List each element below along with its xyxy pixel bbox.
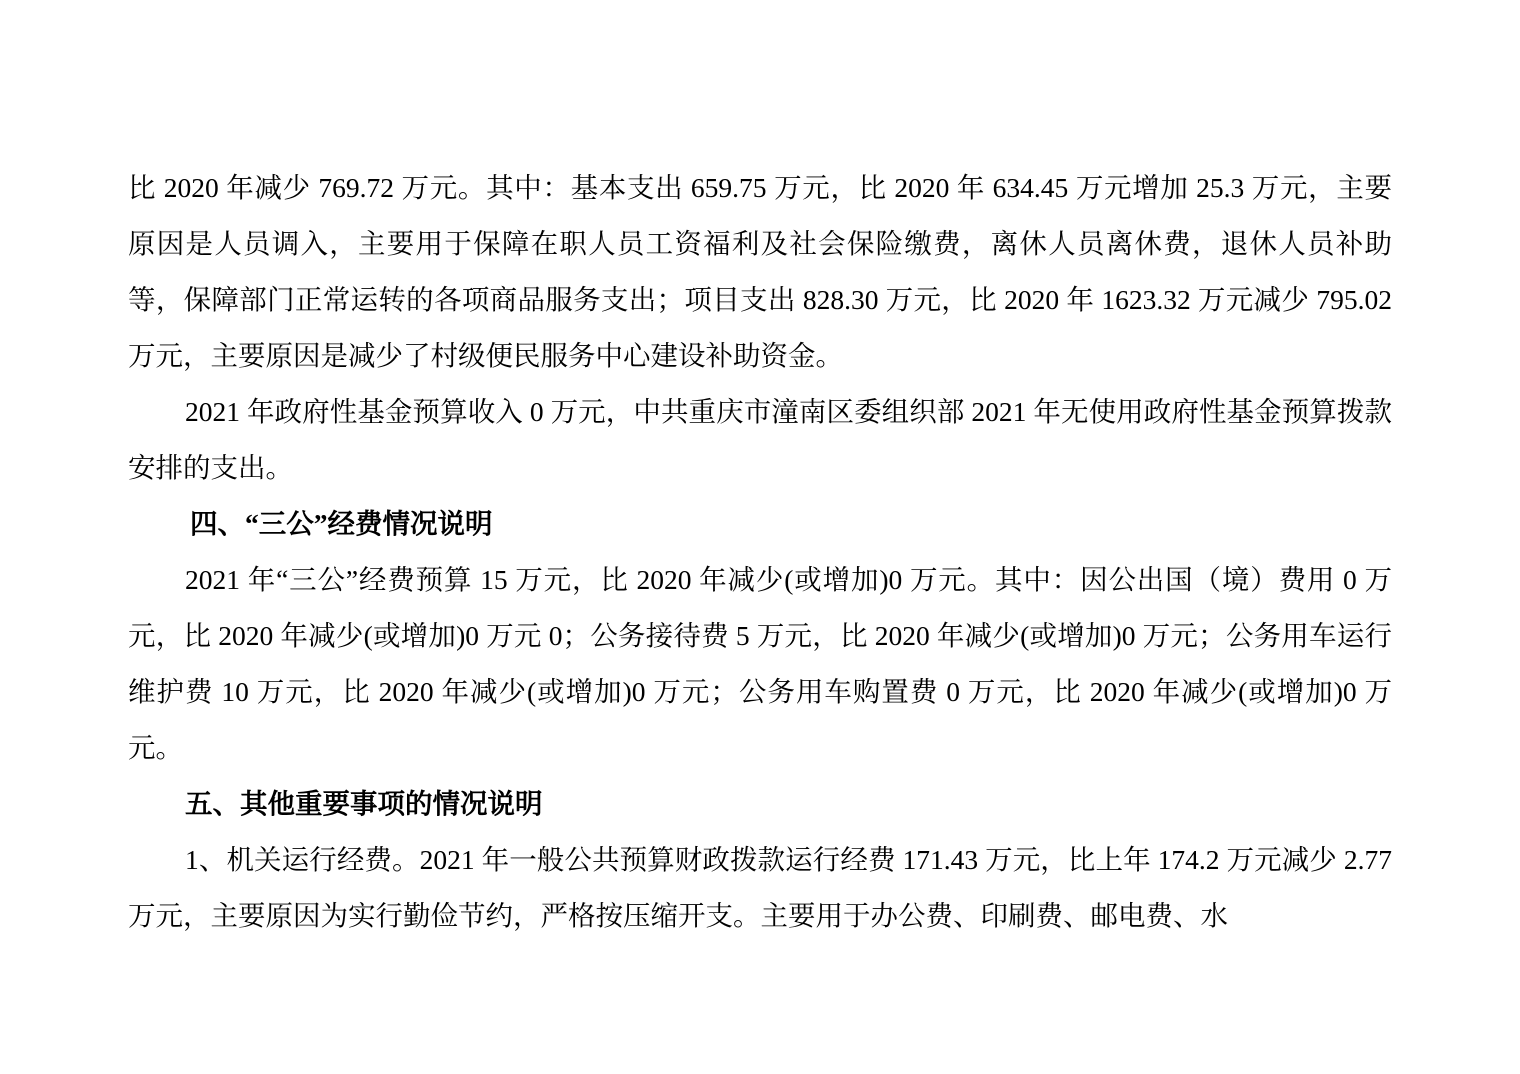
heading-section-four: 四、“三公”经费情况说明 <box>190 508 493 539</box>
paragraph-agency-operating-expenses: 1、机关运行经费。2021 年一般公共预算财政拨款运行经费 171.43 万元，比上年 174.2 万元减少 2.77 万元，主要原因为实行勤俭节约，严格按压缩开支。主要用于办公费、印刷费、邮电费、水 <box>128 844 1392 931</box>
document-body <box>128 160 1392 944</box>
paragraph-government-fund-budget: 2021 年政府性基金预算收入 0 万元，中共重庆市潼南区委组织部 2021 年无使用政府性基金预算拨款安排的支出。 <box>128 396 1392 483</box>
paragraph-three-public-expenses: 2021 年“三公”经费预算 15 万元，比 2020 年减少(或增加)0 万元。其中：因公出国（境）费用 0 万元，比 2020 年减少(或增加)0 万元 0；公务接待费 5 万元，比 2020 年减少(或增加)0 万元；公务用车运行维护费 10 万元，比 2020 年减少(或增加)0 万元；公务用车购置费 0 万元，比 2020 年减少(或增加)0 万元。 <box>128 564 1392 763</box>
paragraph-budget-expenditure: 比 2020 年减少 769.72 万元。其中：基本支出 659.75 万元，比 2020 年 634.45 万元增加 25.3 万元，主要原因是人员调入，主要用于保障在职人员工资福利及社会保险缴费，离休人员离休费，退休人员补助等，保障部门正常运转的各项商品服务支出；项目支出 828.30 万元，比 2020 年 1623.32 万元减少 795.02 万元，主要原因是减少了村级便民服务中心建设补助资金。 <box>128 172 1392 371</box>
heading-section-five: 五、其他重要事项的情况说明 <box>185 788 543 819</box>
